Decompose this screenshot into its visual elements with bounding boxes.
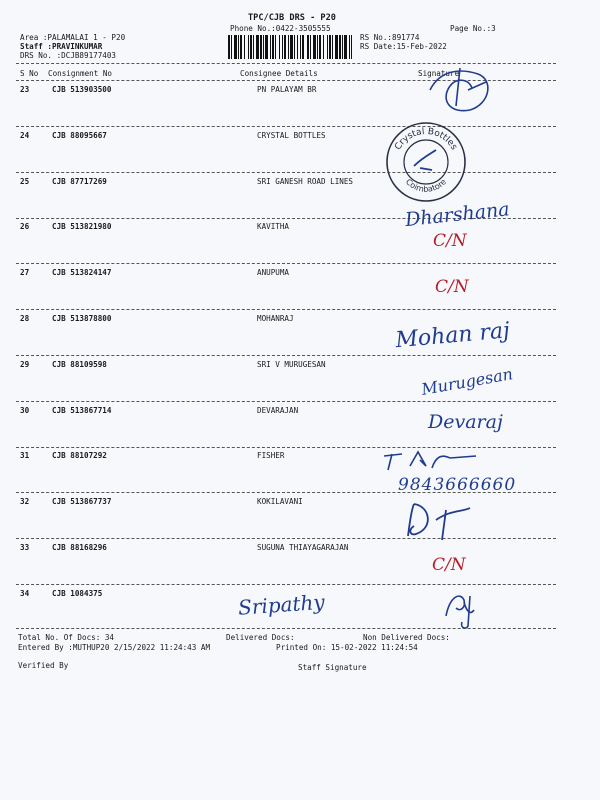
- barcode-bar: [335, 35, 338, 59]
- row-serial: 29: [20, 360, 30, 369]
- row-divider: [16, 263, 556, 264]
- barcode-bar: [313, 35, 316, 59]
- svg-text:9843666660: 9843666660: [398, 475, 517, 495]
- row-divider: [16, 309, 556, 310]
- row-serial: 25: [20, 177, 30, 186]
- barcode-bar: [329, 35, 331, 59]
- row-consignee: CRYSTAL BOTTLES: [257, 131, 326, 140]
- row-consignment-number: CJB 88095667: [52, 131, 107, 140]
- row-consignment-number: CJB 88107292: [52, 451, 107, 460]
- barcode-bar: [294, 35, 295, 59]
- total-docs: Total No. Of Docs: 34: [18, 633, 115, 642]
- barcode-bar: [342, 35, 343, 59]
- barcode-bar: [323, 35, 324, 59]
- row-divider: [16, 126, 556, 127]
- barcode-bar: [339, 35, 341, 59]
- row-serial: 23: [20, 85, 30, 94]
- barcode-bar: [231, 35, 232, 59]
- barcode-bar: [265, 35, 268, 59]
- sheet-title: TPC/CJB DRS - P20: [248, 13, 336, 23]
- verified-by: Verified By: [18, 661, 69, 670]
- row-consignment-number: CJB 88109598: [52, 360, 107, 369]
- col-consignee: Consignee Details: [240, 69, 318, 78]
- stamp-bottom-text: Coimbatore: [403, 177, 449, 194]
- barcode-bar: [275, 35, 276, 59]
- svg-text:C/N: C/N: [435, 277, 469, 297]
- barcode-bar: [270, 35, 271, 59]
- row-serial: 31: [20, 451, 30, 460]
- page-number: Page No.:3: [450, 24, 496, 33]
- entered-by: Entered By :MUTHUP20 2/15/2022 11:24:43 AM: [18, 643, 211, 652]
- barcode-bar: [351, 35, 352, 59]
- barcode-bar: [349, 35, 350, 59]
- row-serial: 34: [20, 589, 30, 598]
- row-serial: 30: [20, 406, 30, 415]
- row-divider: [16, 401, 556, 402]
- col-consignment: Consignment No: [48, 69, 113, 78]
- handwritten-cn-row-26: [433, 220, 473, 256]
- barcode-bar: [234, 35, 237, 59]
- barcode-bar: [272, 35, 274, 59]
- handwritten-phone-number: [398, 470, 568, 498]
- barcode-bar: [250, 35, 252, 59]
- row-serial: 32: [20, 497, 30, 506]
- row-serial: 33: [20, 543, 30, 552]
- row-divider: [16, 538, 556, 539]
- row-serial: 24: [20, 131, 30, 140]
- handwritten-devaraj: [428, 400, 528, 440]
- printed-on: Printed On: 15-02-2022 11:24:54: [276, 643, 418, 652]
- col-sno: S No: [20, 69, 39, 78]
- row-consignee: PN PALAYAM BR: [257, 85, 317, 94]
- barcode-bar: [332, 35, 333, 59]
- row-consignment-number: CJB 513824147: [52, 268, 112, 277]
- phone-number: Phone No.:0422-3505555: [230, 24, 331, 33]
- signature-row-31: [380, 446, 500, 476]
- barcode-bar: [302, 35, 304, 59]
- staff-field: Staff :PRAVINKUMAR: [20, 42, 103, 51]
- crystal-bottles-stamp: [384, 120, 468, 204]
- stamp-top-text: Crystal Bottles: [393, 126, 459, 152]
- barcode-bar: [263, 35, 264, 59]
- barcode-bar: [248, 35, 249, 59]
- row-serial: 28: [20, 314, 30, 323]
- handwritten-sripathy: [238, 584, 348, 624]
- barcode-bar: [260, 35, 262, 59]
- row-consignment-number: CJB 87717269: [52, 177, 107, 186]
- row-consignment-number: CJB 513867714: [52, 406, 112, 415]
- barcode-bar: [284, 35, 286, 59]
- signature-row-34: [440, 586, 490, 630]
- barcode-bar: [327, 35, 328, 59]
- barcode: [228, 35, 352, 59]
- svg-text:Devaraj: Devaraj: [428, 411, 503, 433]
- svg-text:Murugesan: Murugesan: [419, 364, 515, 399]
- row-consignment-number: CJB 513878800: [52, 314, 112, 323]
- row-consignee: KOKILAVANI: [257, 497, 303, 506]
- barcode-bar: [317, 35, 318, 59]
- handwritten-murugesan: [419, 358, 515, 402]
- svg-text:Dharshana: Dharshana: [404, 198, 511, 232]
- handwritten-mohanraj: [395, 312, 555, 356]
- row-divider: [16, 355, 556, 356]
- barcode-bar: [288, 35, 289, 59]
- barcode-bar: [297, 35, 298, 59]
- delivered-docs: Delivered Docs:: [226, 633, 295, 642]
- barcode-bar: [344, 35, 347, 59]
- barcode-bar: [256, 35, 259, 59]
- svg-text:C/N: C/N: [433, 231, 467, 251]
- row-serial: 26: [20, 222, 30, 231]
- row-divider: [16, 172, 556, 173]
- barcode-bar: [290, 35, 293, 59]
- staff-signature-label: Staff Signature: [298, 663, 367, 672]
- row-consignment-number: CJB 1084375: [52, 589, 103, 598]
- col-signature: Signature: [418, 69, 460, 78]
- row-consignee: KAVITHA: [257, 222, 290, 231]
- rs-number: RS No.:891774: [360, 33, 420, 42]
- drs-number: DRS No. :DCJB89177403: [20, 51, 117, 60]
- svg-text:Mohan raj: Mohan raj: [394, 318, 511, 354]
- rs-date: RS Date:15-Feb-2022: [360, 42, 447, 51]
- header-divider: [16, 63, 556, 64]
- svg-text:Sripathy: Sripathy: [237, 589, 326, 620]
- row-consignment-number: CJB 513867737: [52, 497, 112, 506]
- row-consignee: FISHER: [257, 451, 285, 460]
- row-divider: [16, 218, 556, 219]
- barcode-bar: [307, 35, 309, 59]
- row-consignee: MOHANRAJ: [257, 314, 294, 323]
- handwritten-cn-row-33: [432, 544, 472, 580]
- barcode-bar: [282, 35, 283, 59]
- row-consignment-number: CJB 513821980: [52, 222, 112, 231]
- row-divider: [16, 447, 556, 448]
- row-consignee: SRI GANESH ROAD LINES: [257, 177, 354, 186]
- footer-divider: [16, 628, 556, 629]
- row-consignee: DEVARAJAN: [257, 406, 299, 415]
- row-consignment-number: CJB 88168296: [52, 543, 107, 552]
- row-divider: [16, 584, 556, 585]
- barcode-bar: [253, 35, 254, 59]
- area-field: Area :PALAMALAI 1 - P20: [20, 33, 126, 42]
- svg-text:C/N: C/N: [432, 555, 466, 575]
- handwritten-cn-row-27: [435, 266, 475, 302]
- barcode-bar: [228, 35, 230, 59]
- non-delivered-docs: Non Delivered Docs:: [363, 633, 450, 642]
- barcode-bar: [319, 35, 321, 59]
- barcode-bar: [240, 35, 242, 59]
- row-consignee: SRI V MURUGESAN: [257, 360, 326, 369]
- row-consignee: SUGUNA THIAYAGARAJAN: [257, 543, 349, 552]
- row-consignment-number: CJB 513903500: [52, 85, 112, 94]
- barcode-bar: [279, 35, 280, 59]
- barcode-bar: [300, 35, 301, 59]
- row-serial: 27: [20, 268, 30, 277]
- row-consignee: ANUPUMA: [257, 268, 290, 277]
- barcode-bar: [310, 35, 311, 59]
- barcode-bar: [238, 35, 239, 59]
- row-divider: [16, 492, 556, 493]
- columns-divider: [16, 80, 556, 81]
- barcode-bar: [244, 35, 245, 59]
- svg-text:Coimbatore: [404, 177, 448, 194]
